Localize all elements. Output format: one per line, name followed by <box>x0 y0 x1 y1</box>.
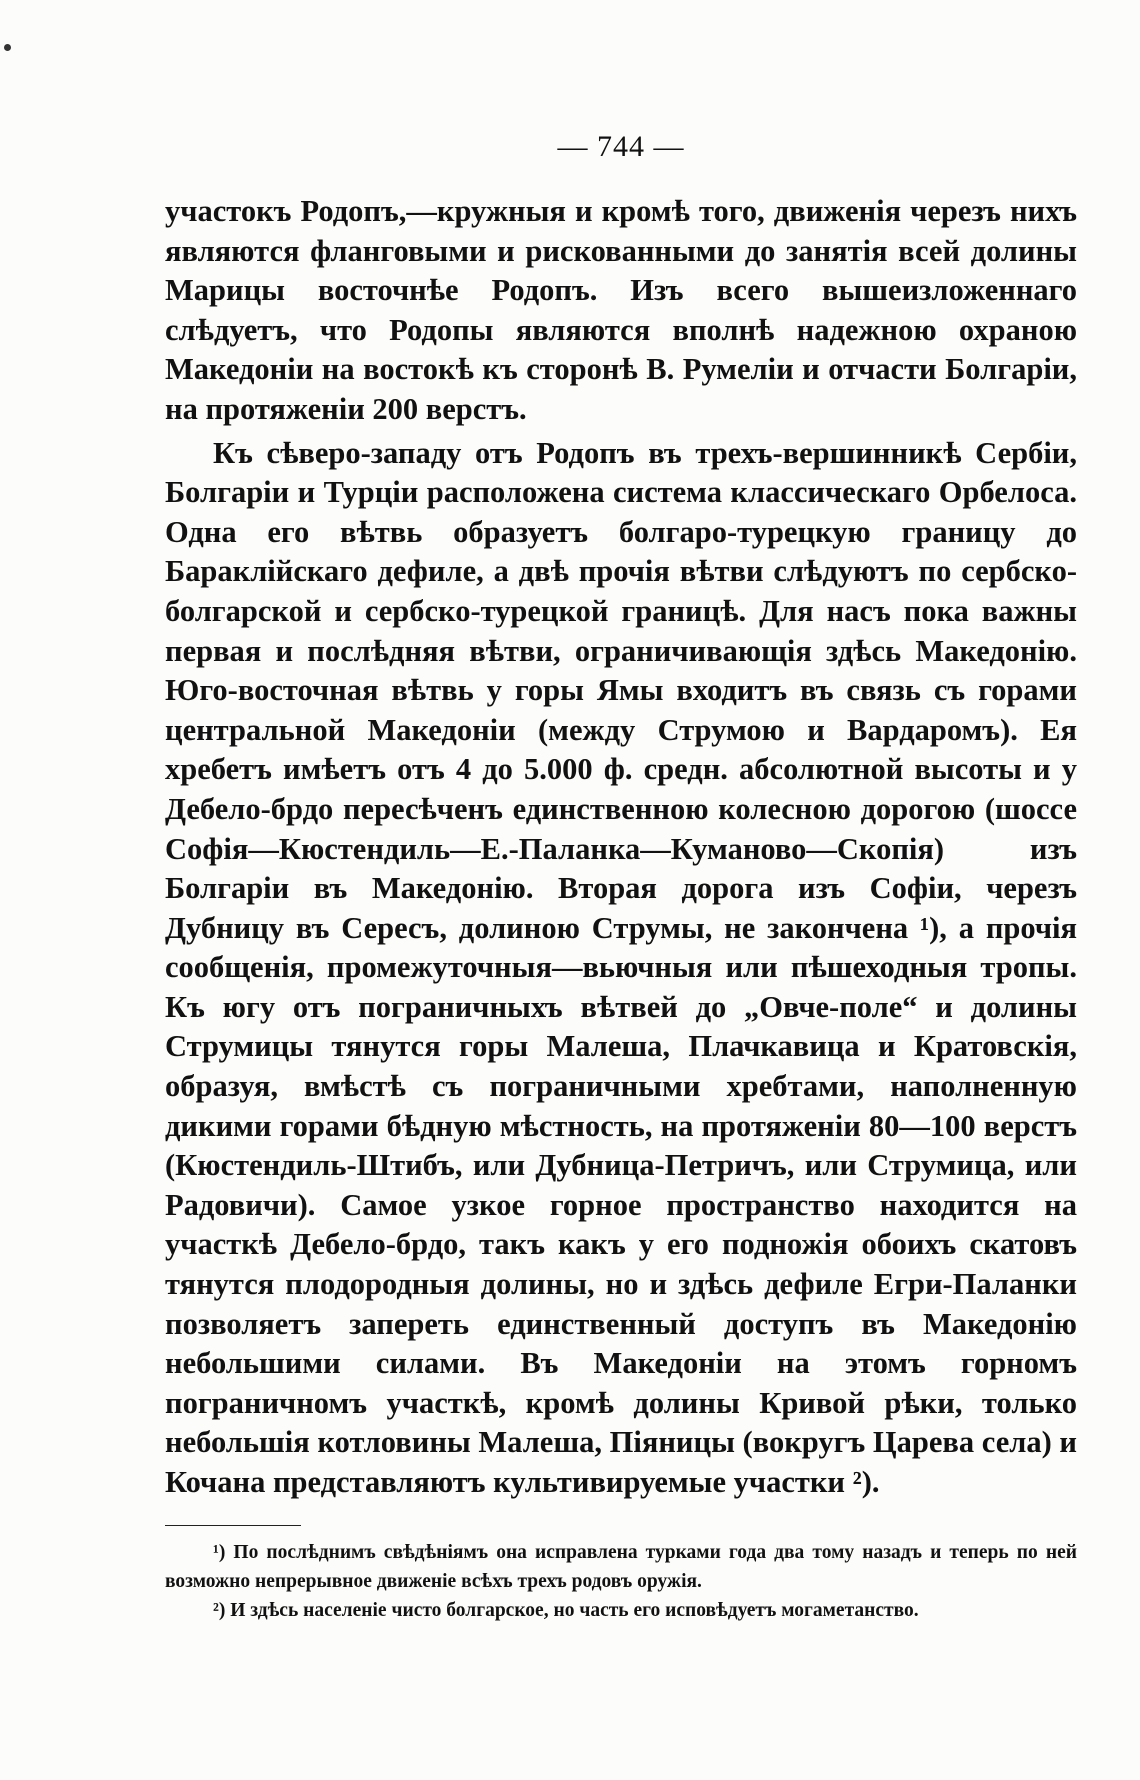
scan-speck <box>4 44 11 51</box>
document-page <box>165 130 1077 1625</box>
footnote-1: ¹) По послѣднимъ свѣдѣніямъ она исправлена турками года два тому назадъ и теперь по ней возможно непрерывное движеніе всѣхъ трехъ родовъ оружія. <box>165 1541 1077 1592</box>
paragraph-1: участокъ Родопъ,—кружныя и кромѣ того, движенія черезъ нихъ являются фланговыми и рискованными до занятія всей долины Марицы восточнѣе Родопъ. Изъ всего вышеизложеннаго слѣдуетъ, что Родопы являются вполнѣ надежною охраною Македоніи на востокѣ къ сторонѣ В. Румеліи и отчасти Болгаріи, на протяженіи 200 верстъ. <box>165 194 1077 426</box>
footnote-divider <box>165 1525 301 1526</box>
paragraph-2: Къ сѣверо-западу отъ Родопъ въ трехъ-вершинникѣ Сербіи, Болгаріи и Турціи расположена система классическаго Орбелоса. Одна его вѣтвь образуетъ болгаро-турецкую границу до Бараклійскаго дефиле, а двѣ прочія вѣтви слѣдуютъ по сербско-болгарской и сербско-турецкой границѣ. Для насъ пока важны первая и послѣдняя вѣтви, ограничивающія здѣсь Македонію. Юго-восточная вѣтвь у горы Ямы входитъ въ связь съ горами центральной Македоніи (между Струмою и Вардаромъ). Ея хребетъ имѣетъ отъ 4 до 5.000 ф. средн. абсолютной высоты и у Дебело-брдо пересѣченъ единственною колесною дорогою (шоссе Софія—Кюстендиль—Е.-Паланка—Куманово—Скопія) изъ Болгаріи въ Македонію. Вторая дорога изъ Софіи, черезъ Дубницу въ Сересъ, долиною Струмы, не закончена ¹), а прочія сообщенія, промежуточныя—вьючныя или пѣшеходныя тропы. Къ югу отъ пограничныхъ вѣтвей до „Овче-поле“ и долины Струмицы тянутся горы Малеша, Плачкавица и Кратовскія, образуя, вмѣстѣ съ пограничными хребтами, наполненную дикими горами бѣдную мѣстность, на протяженіи 80—100 верстъ (Кюстендиль-Штибъ, или Дубница-Петричъ, или Струмица, или Радовичи). Самое узкое горное пространство находится на участкѣ Дебело-брдо, такъ какъ у его подножія обоихъ скатовъ тянутся плодородныя долины, но и здѣсь дефиле Егри-Паланки позволяетъ запереть единственный доступъ въ Македонію небольшими силами. Въ Македоніи на этомъ горномъ пограничномъ участкѣ, кромѣ долины Кривой рѣки, только небольшія котловины Малеша, Піяницы (вокругъ Царева села) и Кочана представляютъ культивируемые участки ²). <box>165 435 1077 1499</box>
footnote-2: ²) И здѣсь населеніе чисто болгарское, но часть его исповѣдуетъ могаметанство. <box>213 1599 919 1621</box>
page-number: — 744 — <box>557 130 685 163</box>
